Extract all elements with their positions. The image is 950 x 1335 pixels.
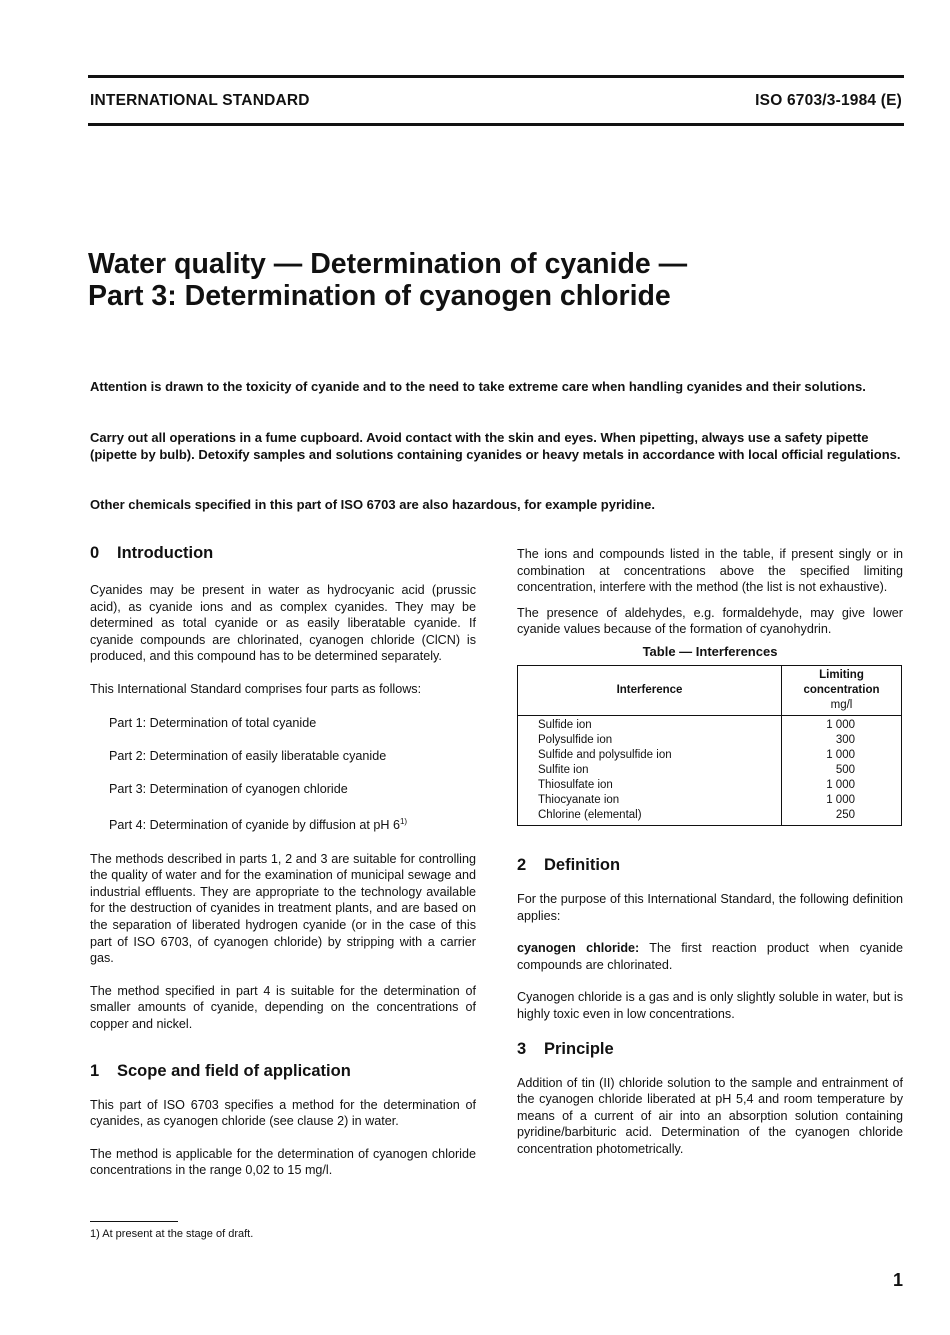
definition-paragraph-1: For the purpose of this International Standard, the following definition applies: bbox=[517, 891, 903, 923]
warning-other-chemicals: Other chemicals specified in this part of ISO 6703 are also hazardous, for example pyridine. bbox=[90, 497, 655, 512]
interference-paragraph-1: The ions and compounds listed in the table, if present singly or in combination at concentrations above the specified limiting concentration, interfere with the method (the list is not exhaustive). bbox=[517, 547, 903, 595]
introduction-paragraph-2: This International Standard comprises four parts as follows: bbox=[90, 681, 422, 696]
title-line-2: Part 3: Determination of cyanogen chloride bbox=[88, 280, 671, 312]
introduction-paragraph-4: The method specified in part 4 is suitable for the determination of smaller amounts of cyanide, depending on the concentrations of copper and nickel. bbox=[90, 983, 476, 1031]
interference-paragraph-2: The presence of aldehydes, e.g. formaldehyde, may give lower cyanide values because of the formation of cyanohydrin. bbox=[517, 605, 903, 637]
document-title bbox=[88, 248, 908, 312]
header-bottom-rule bbox=[88, 123, 904, 126]
table-row: Thiocyanate ion 1 000 bbox=[518, 793, 902, 808]
introduction-paragraph-3: The methods described in parts 1, 2 and 3 are suitable for controlling the quality of water and for the examination of municipal sewage and industrial effluents. They are appropriate to the technology available for the destruction of cyanides in treatment plants, and are based on the separation of liberated hydrogen cyanide (or in the case of this part of ISO 6703, of cyanogen chloride) by stripping with a carrier gas. bbox=[90, 851, 476, 966]
table-row: Sulfide ion 1 000 bbox=[518, 715, 902, 733]
parts-list bbox=[90, 715, 476, 834]
definition-heading: 2 Definition bbox=[517, 855, 621, 874]
title-line-1: Water quality — Determination of cyanide — bbox=[88, 248, 688, 280]
definition-paragraph-3: Cyanogen chloride is a gas and is only slightly soluble in water, but is highly toxic even in low concentrations. bbox=[517, 990, 903, 1021]
definition-term-paragraph: cyanogen chloride: The first reaction product when cyanide compounds are chlorinated. bbox=[517, 941, 904, 972]
part-4-footnote-ref: 1) bbox=[399, 816, 408, 826]
footnote-rule bbox=[90, 1221, 178, 1222]
table-row: Thiosulfate ion 1 000 bbox=[518, 778, 902, 793]
introduction-heading: 0 Introduction bbox=[90, 544, 214, 562]
principle-heading: 3 Principle bbox=[517, 1039, 614, 1058]
part-2-item: Part 2: Determination of easily liberatable cyanide bbox=[109, 748, 387, 763]
header-document-number: ISO 6703/3-1984 (E) bbox=[755, 92, 902, 109]
table-row: Sulfite ion 500 bbox=[518, 763, 902, 778]
footnote: 1) At present at the stage of draft. bbox=[90, 1228, 254, 1240]
table-header-interference: Interference bbox=[518, 665, 782, 715]
interferences-table bbox=[517, 665, 902, 826]
right-column bbox=[517, 546, 903, 1158]
principle-paragraph-1: Addition of tin (II) chloride solution to the sample and entrainment of the cyanogen chloride liberated at pH 5,4 and room temperature by means of a current of air into an absorption solution containing pyridine/barbituric acid. Determination of the cyanogen chloride concentration photometrically. bbox=[517, 1075, 903, 1156]
header-standard-type: INTERNATIONAL STANDARD bbox=[90, 92, 310, 109]
warning-fume-cupboard: Carry out all operations in a fume cupboard. Avoid contact with the skin and eyes. When pipetting, always use a safety pipette (pipette by bulb). Detoxify samples and solutions containing cyanides or heavy metals in accordance with local official regulations. bbox=[90, 430, 901, 462]
introduction-paragraph-1: Cyanides may be present in water as hydrocyanic acid (prussic acid), as cyanide ions and as complex cyanides. They may be determined as total cyanide or as easily liberatable cyanide. If cyanide compounds are chlorinated, cyanogen chloride (ClCN) is produced, and this compound has to be determined separately. bbox=[90, 583, 476, 664]
table-row: Sulfide and polysulfide ion 1 000 bbox=[518, 748, 902, 763]
table-header-limiting-concentration: Limiting concentration mg/l bbox=[782, 665, 902, 715]
page-number: 1 bbox=[893, 1270, 904, 1290]
scope-paragraph-2: The method is applicable for the determination of cyanogen chloride concentrations in the range 0,02 to 15 mg/l. bbox=[90, 1146, 476, 1178]
part-4-item: Part 4: Determination of cyanide by diffusion at pH 6$^{1)}$ bbox=[109, 816, 408, 833]
table-header-row bbox=[518, 665, 902, 715]
scope-paragraph-1: This part of ISO 6703 specifies a method for the determination of cyanides, as cyanogen chloride (see clause 2) in water. bbox=[90, 1097, 476, 1129]
table-row: Polysulfide ion 300 bbox=[518, 733, 902, 748]
header-top-rule bbox=[88, 75, 904, 78]
definition-term: cyanogen chloride: bbox=[517, 941, 640, 956]
warning-toxicity: Attention is drawn to the toxicity of cyanide and to the need to take extreme care when handling cyanides and their solutions. bbox=[90, 379, 866, 394]
left-column bbox=[90, 544, 476, 1179]
table-row: Chlorine (elemental) 250 bbox=[518, 808, 902, 826]
scope-heading: 1 Scope and field of application bbox=[90, 1061, 351, 1080]
part-1-item: Part 1: Determination of total cyanide bbox=[109, 715, 317, 730]
part-3-item: Part 3: Determination of cyanogen chloride bbox=[109, 781, 348, 796]
table-caption: Table — Interferences bbox=[642, 643, 778, 659]
